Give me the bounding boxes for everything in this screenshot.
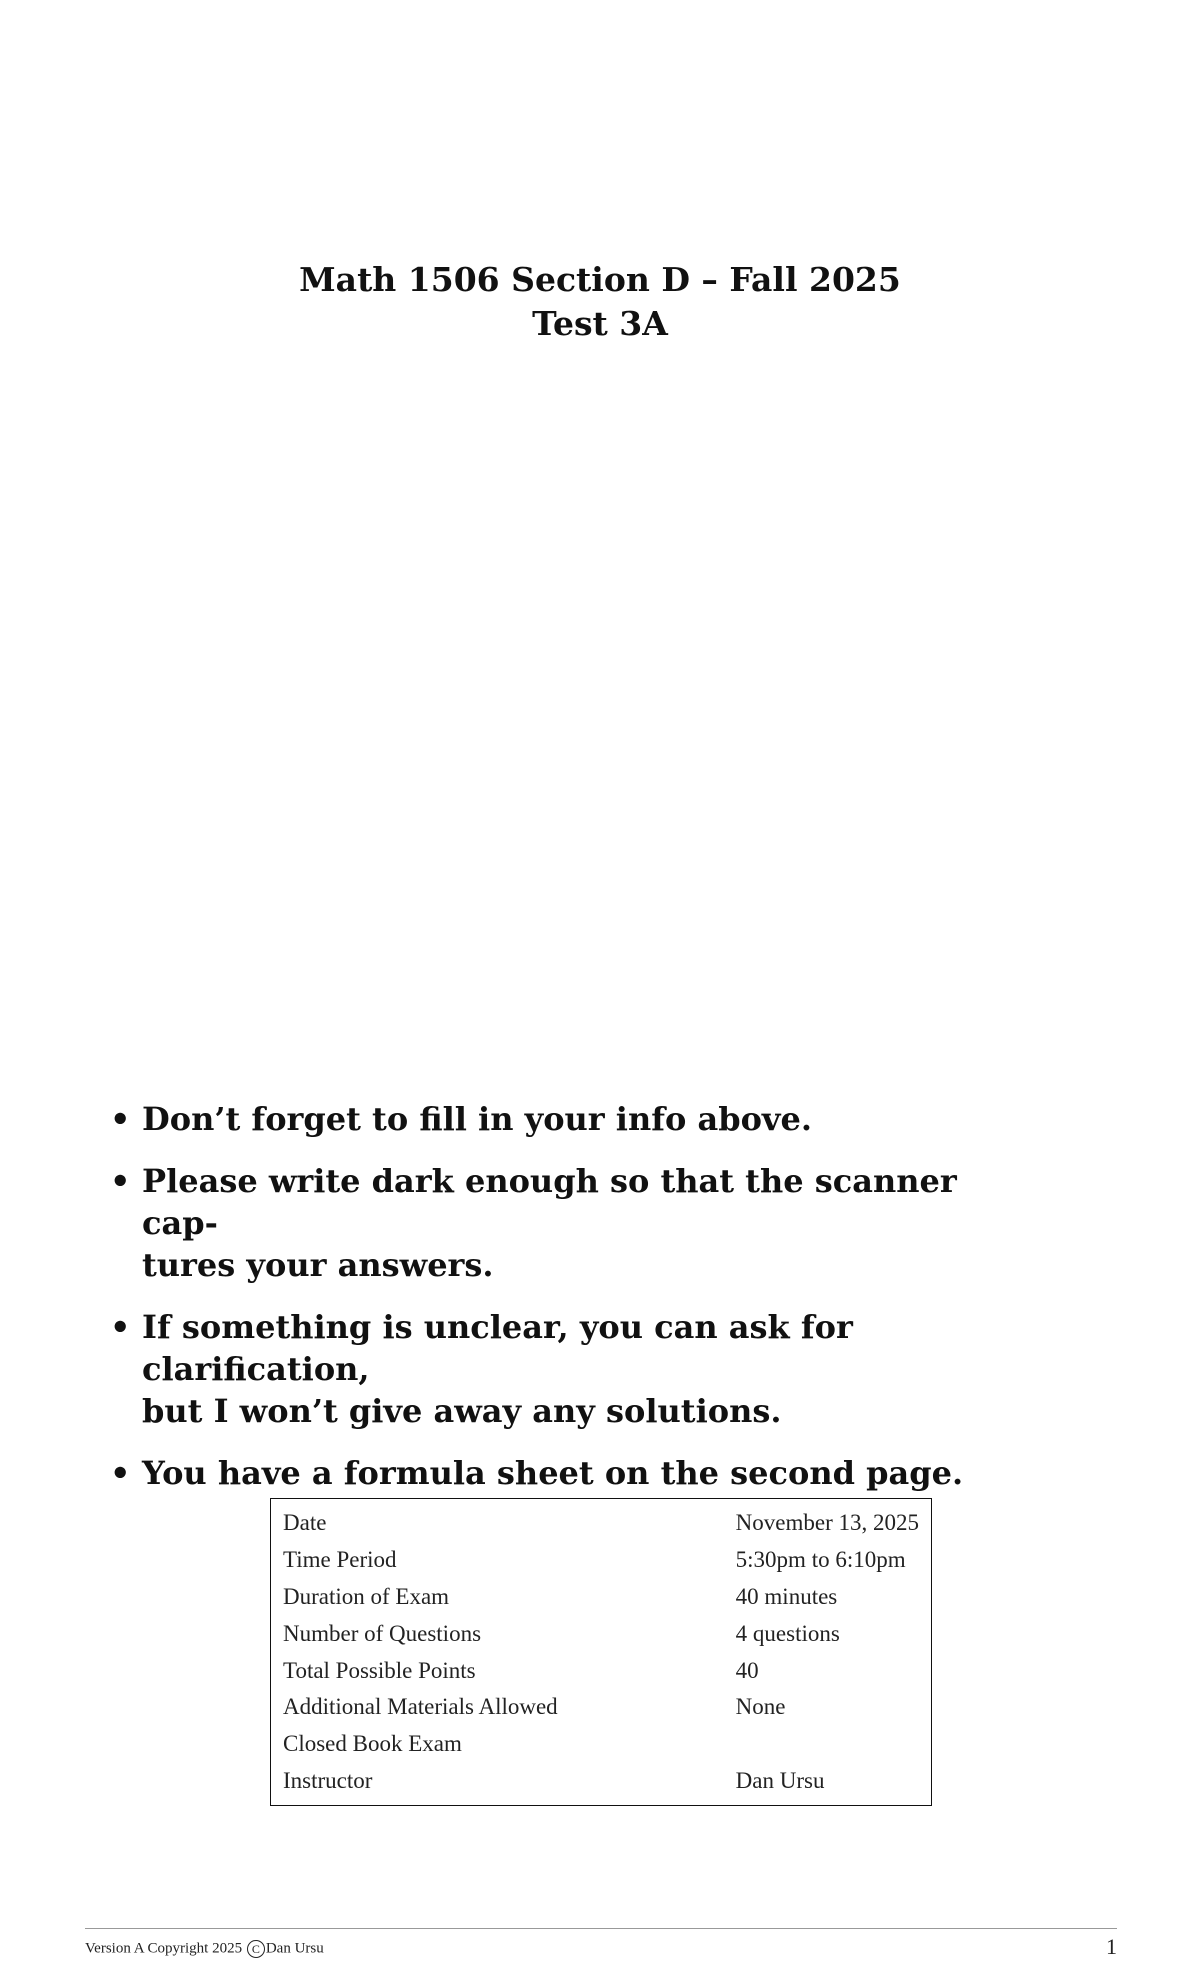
info-value: November 13, 2025 bbox=[735, 1510, 919, 1536]
instruction-item bbox=[110, 1098, 1010, 1140]
instruction-item bbox=[110, 1452, 1010, 1494]
table-row bbox=[271, 1652, 932, 1689]
page-number: 1 bbox=[1106, 1934, 1117, 1959]
instruction-text: tures your answers. bbox=[142, 1246, 494, 1284]
table-row bbox=[271, 1615, 932, 1652]
info-label: Instructor bbox=[283, 1767, 373, 1793]
footer-divider bbox=[85, 1928, 1117, 1929]
instructions-list bbox=[110, 1098, 1010, 1514]
footer-copyright bbox=[85, 1940, 324, 1958]
instruction-item bbox=[110, 1306, 1010, 1432]
info-label: Closed Book Exam bbox=[283, 1731, 462, 1757]
info-label: Date bbox=[283, 1510, 327, 1536]
info-value: 4 questions bbox=[735, 1620, 840, 1646]
info-label: Number of Questions bbox=[283, 1620, 482, 1646]
info-label: Total Possible Points bbox=[283, 1657, 476, 1683]
table-row bbox=[271, 1726, 932, 1763]
instruction-item bbox=[110, 1160, 1010, 1286]
instruction-text: Don’t forget to fill in your info above. bbox=[142, 1100, 813, 1138]
table-row bbox=[271, 1579, 932, 1616]
exam-title-block bbox=[0, 258, 1200, 346]
bullet-icon: • bbox=[110, 1308, 131, 1346]
info-label: Duration of Exam bbox=[283, 1583, 450, 1609]
info-value: None bbox=[735, 1694, 786, 1720]
instruction-text: Please write dark enough so that the scanner cap- bbox=[142, 1162, 957, 1242]
exam-subtitle: Test 3A bbox=[532, 304, 668, 343]
table-row bbox=[271, 1689, 932, 1726]
info-value: Dan Ursu bbox=[735, 1767, 825, 1793]
info-label: Time Period bbox=[283, 1547, 397, 1573]
instruction-text: but I won’t give away any solutions. bbox=[142, 1392, 782, 1430]
info-value: 40 bbox=[735, 1657, 759, 1683]
info-value: 5:30pm to 6:10pm bbox=[735, 1547, 906, 1573]
footer-version-text: Version A Copyright 2025 bbox=[85, 1940, 243, 1957]
info-value: 40 minutes bbox=[735, 1583, 838, 1609]
info-label: Additional Materials Allowed bbox=[283, 1694, 558, 1720]
table-row bbox=[271, 1763, 932, 1806]
exam-info-table bbox=[270, 1498, 932, 1806]
instruction-text: You have a formula sheet on the second page. bbox=[142, 1454, 964, 1492]
exam-title: Math 1506 Section D – Fall 2025 bbox=[299, 260, 901, 299]
info-value bbox=[724, 1726, 932, 1763]
table-row bbox=[271, 1499, 932, 1542]
bullet-icon: • bbox=[110, 1162, 131, 1200]
bullet-icon: • bbox=[110, 1100, 131, 1138]
table-row bbox=[271, 1542, 932, 1579]
footer-author: Dan Ursu bbox=[265, 1940, 324, 1957]
copyright-icon: C bbox=[247, 1940, 265, 1958]
instruction-text: If something is unclear, you can ask for clarification, bbox=[142, 1308, 853, 1388]
bullet-icon: • bbox=[110, 1454, 131, 1492]
